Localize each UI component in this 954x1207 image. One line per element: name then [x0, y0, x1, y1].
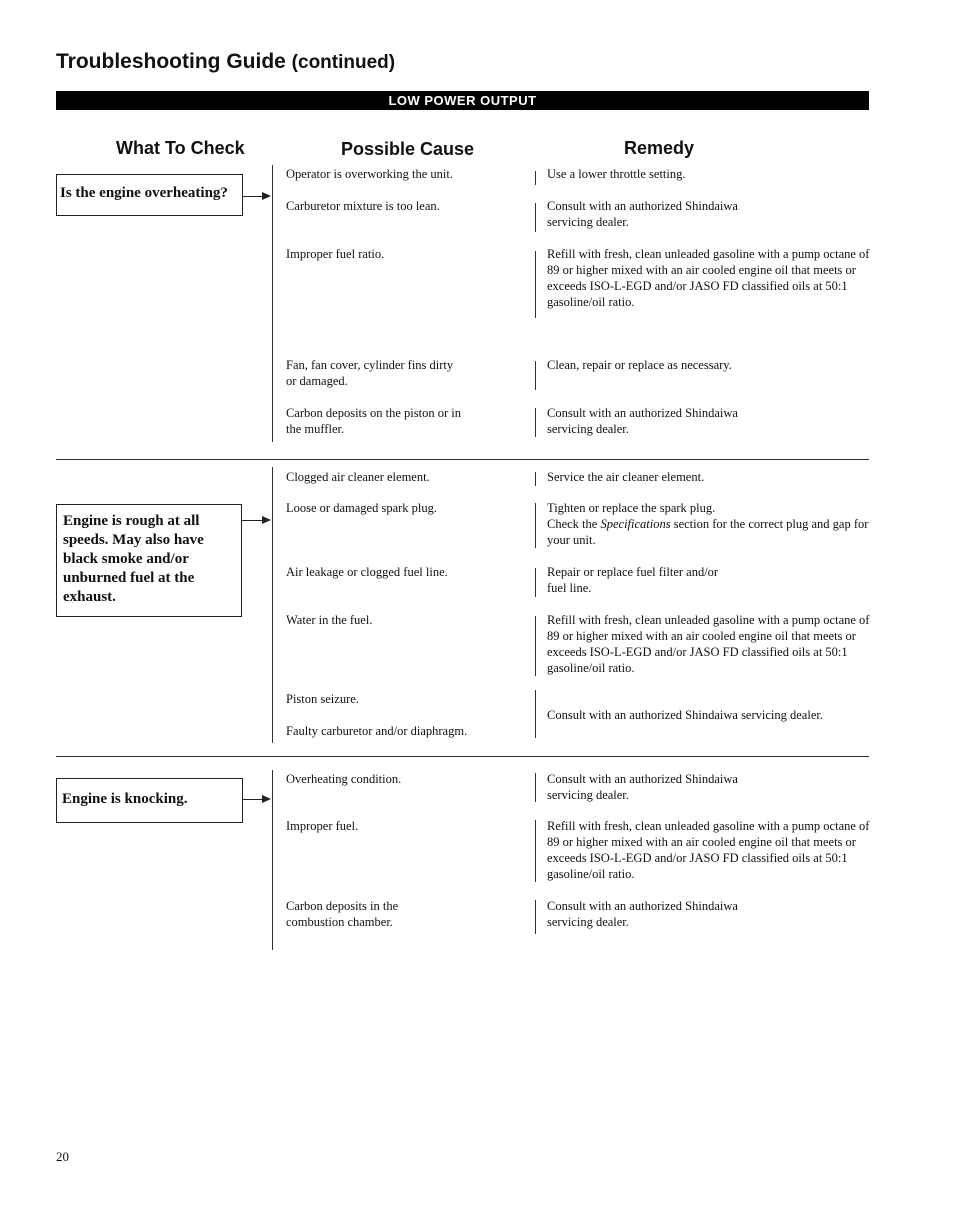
remedy-text: Consult with an authorized Shindaiwa servicing dealer.	[547, 772, 738, 802]
arrow-connector	[243, 799, 263, 800]
cause-bracket-line	[272, 467, 273, 743]
section-banner: LOW POWER OUTPUT	[56, 91, 869, 110]
cause-text: Loose or damaged spark plug.	[286, 501, 438, 515]
cause-text: Air leakage or clogged fuel line.	[286, 565, 448, 579]
remedy-bracket-line	[535, 251, 536, 318]
check-box-rough: Engine is rough at all speeds. May also have black smoke and/or unburned fuel at the exhaust.	[56, 504, 242, 617]
cause-text: Carbon deposits in the combustion chamber.	[286, 899, 399, 929]
page-number: 20	[56, 1149, 69, 1164]
column-header-remedy: Remedy	[624, 138, 695, 158]
check-box-overheating: Is the engine overheating?	[56, 174, 243, 216]
remedy-line: Tighten or replace the spark plug.	[547, 501, 716, 515]
cause-text: Operator is overworking the unit.	[286, 167, 453, 181]
remedy-text: Refill with fresh, clean unleaded gasoline with a pump octane of 89 or higher mixed with an air cooled engine oil that meets or exceeds ISO-L-EGD and/or JASO FD classified oils at 50:1 gasoline/oil ratio.	[547, 247, 870, 309]
remedy-text: Consult with an authorized Shindaiwa servicing dealer.	[547, 899, 738, 929]
cause-text: Carburetor mixture is too lean.	[286, 199, 440, 213]
arrow-right-icon	[262, 795, 271, 803]
cause-text: Faulty carburetor and/or diaphragm.	[286, 724, 468, 738]
cause-text: Carbon deposits on the piston or in the muffler.	[286, 406, 461, 436]
section-divider	[56, 459, 869, 460]
remedy-bracket-line	[535, 408, 536, 437]
remedy-line: Check the	[547, 517, 598, 531]
remedy-bracket-line	[535, 900, 536, 934]
remedy-bracket-line	[535, 690, 536, 738]
arrow-connector	[242, 520, 263, 521]
remedy-text: Consult with an authorized Shindaiwa servicing dealer.	[547, 199, 738, 229]
remedy-bracket-line	[535, 503, 536, 548]
cause-text: Clogged air cleaner element.	[286, 470, 430, 484]
remedy-bracket-line	[535, 472, 536, 486]
cause-text: Overheating condition.	[286, 772, 402, 786]
column-header-cause: Possible Cause	[341, 139, 475, 159]
remedy-bracket-line	[535, 203, 536, 232]
remedy-emphasis: Specifications	[600, 517, 671, 531]
remedy-text: Use a lower throttle setting.	[547, 167, 686, 181]
cause-text: Piston seizure.	[286, 692, 359, 706]
remedy-bracket-line	[535, 820, 536, 882]
remedy-bracket-line	[535, 616, 536, 676]
remedy-text	[547, 500, 872, 548]
remedy-line: section for the correct plug and gap for your unit.	[547, 517, 869, 547]
arrow-right-icon	[262, 192, 271, 200]
title-continued: (continued)	[291, 52, 396, 73]
cause-text: Fan, fan cover, cylinder fins dirty or damaged.	[286, 358, 454, 388]
title-main: Troubleshooting Guide	[56, 50, 286, 73]
remedy-bracket-line	[535, 171, 536, 185]
page-title	[56, 50, 395, 74]
cause-bracket-line	[272, 770, 273, 950]
remedy-text: Refill with fresh, clean unleaded gasoline with a pump octane of 89 or higher mixed with an air cooled engine oil that meets or exceeds ISO-L-EGD and/or JASO FD classified oils at 50:1 gasoline/oil ratio.	[547, 613, 870, 675]
cause-text: Water in the fuel.	[286, 613, 373, 627]
remedy-bracket-line	[535, 361, 536, 390]
remedy-text: Repair or replace fuel filter and/or fuel line.	[547, 565, 719, 595]
remedy-text: Consult with an authorized Shindaiwa servicing dealer.	[547, 708, 823, 722]
remedy-bracket-line	[535, 773, 536, 802]
column-header-check: What To Check	[116, 138, 245, 158]
remedy-text: Clean, repair or replace as necessary.	[547, 358, 732, 372]
arrow-connector	[243, 196, 263, 197]
check-box-knocking: Engine is knocking.	[56, 778, 243, 823]
cause-bracket-line	[272, 165, 273, 442]
section-divider	[56, 756, 869, 757]
arrow-right-icon	[262, 516, 271, 524]
remedy-bracket-line	[535, 568, 536, 597]
remedy-text: Refill with fresh, clean unleaded gasoline with a pump octane of 89 or higher mixed with an air cooled engine oil that meets or exceeds ISO-L-EGD and/or JASO FD classified oils at 50:1 gasoline/oil ratio.	[547, 819, 870, 881]
remedy-text: Consult with an authorized Shindaiwa servicing dealer.	[547, 406, 738, 436]
cause-text: Improper fuel.	[286, 819, 359, 833]
cause-text: Improper fuel ratio.	[286, 247, 385, 261]
remedy-text: Service the air cleaner element.	[547, 470, 705, 484]
